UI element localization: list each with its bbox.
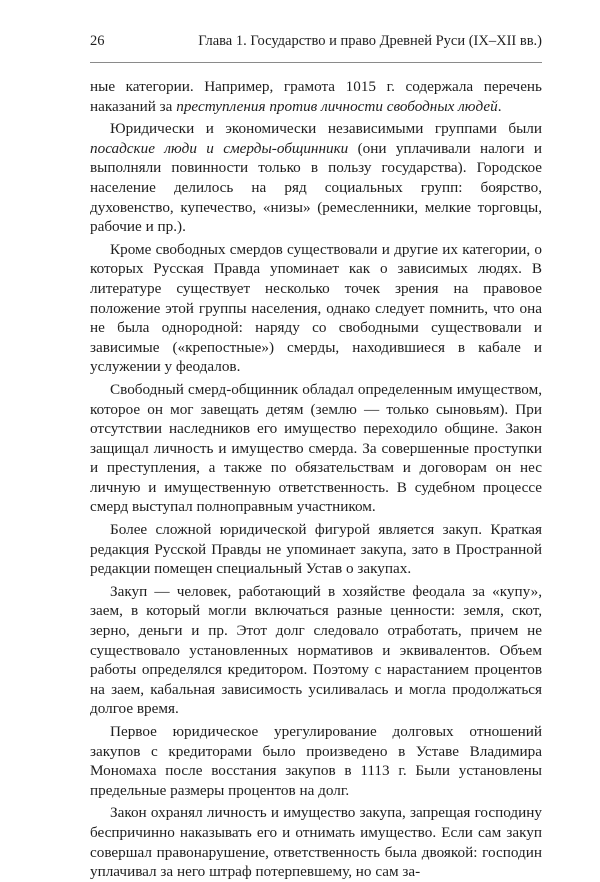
paragraph-text: Более сложной юридической фигурой является закуп. Краткая редакция Русской Правды не упоминает закупа, зато в Пространной редакции помещен специальный Устав о закупах. [90, 521, 542, 578]
paragraph-5 [90, 520, 542, 579]
running-title: Глава 1. Государство и право Древней Руси (IX–XII вв.) [198, 33, 542, 49]
paragraph-8 [90, 803, 542, 881]
paragraph-text: Кроме свободных смердов существовали и другие их категории, о которых Русская Правда упоминает как о зависимых людях. В литературе существует несколько точек зрения на правовое положение этой группы населения, однако следует помнить, что она не была однородной: наряду со свободными существовали и зависимые («крепостные») смерды, находившиеся в кабале и услужении у феодалов. [90, 240, 542, 376]
paragraph-2 [90, 119, 542, 237]
italic-phrase: преступления против личности свободных людей [176, 97, 498, 115]
paragraph-text: Закон охранял личность и имущество закупа, запрещая господину беспричинно наказывать его и отнимать имущество. Если сам закуп совершал правонарушение, ответственность была двоякой: господин уплачивал за него штраф потерпевшему, но сам за- [90, 804, 542, 881]
paragraph-7 [90, 722, 542, 800]
paragraph-text: Свободный смерд-общинник обладал определенным имуществом, которое он мог завещать детям (землю — только сыновьям). При отсутствии наследников его имущество переходило общине. Закон защищал личность и имущество смерда. За совершенные проступки и преступления, а также по обязательствам и договорам он нес личную и имущественную ответственность. В судебном процессе смерд выступал полноправным участником. [90, 380, 542, 516]
paragraph-6 [90, 582, 542, 719]
paragraph-text: Первое юридическое урегулирование долговых отношений закупов с кредиторами было произведено в Уставе Владимира Мономаха после восстания закупов в 1113 г. Были установлены предельные размеры процентов на долг. [90, 723, 542, 799]
page-body [90, 77, 542, 882]
paragraph-text: ные категории. Например, грамота 1015 г. содержала перечень наказаний за [90, 78, 542, 115]
italic-phrase: посадские люди и смерды-общинники [90, 139, 349, 157]
page-number: 26 [90, 33, 105, 49]
paragraph-3 [90, 240, 542, 377]
paragraph-text: (они уплачивали налоги и выполняли повинности только в пользу государства). Городское население делилось на ряд социальных групп: боярство, духовенство, купечество, «низы» (ремесленники, мелкие торговцы, рабочие и пр.). [90, 139, 542, 236]
paragraph-1 [90, 77, 542, 116]
paragraph-text: Закуп — человек, работающий в хозяйстве феодала за «купу», заем, в который могли включаться разные ценности: земля, скот, зерно, деньги и пр. Этот долг следовало отработать, причем не существовало установленных нормативов и эквивалентов. Объем работы определялся кредитором. Поэтому с нарастанием процентов на заем, кабальная зависимость усиливалась и могла продолжаться долгое время. [90, 582, 542, 718]
paragraph-4 [90, 380, 542, 517]
paragraph-text: Юридически и экономически независимыми группами были [110, 120, 542, 138]
running-header [90, 32, 542, 63]
paragraph-text: . [497, 97, 502, 115]
